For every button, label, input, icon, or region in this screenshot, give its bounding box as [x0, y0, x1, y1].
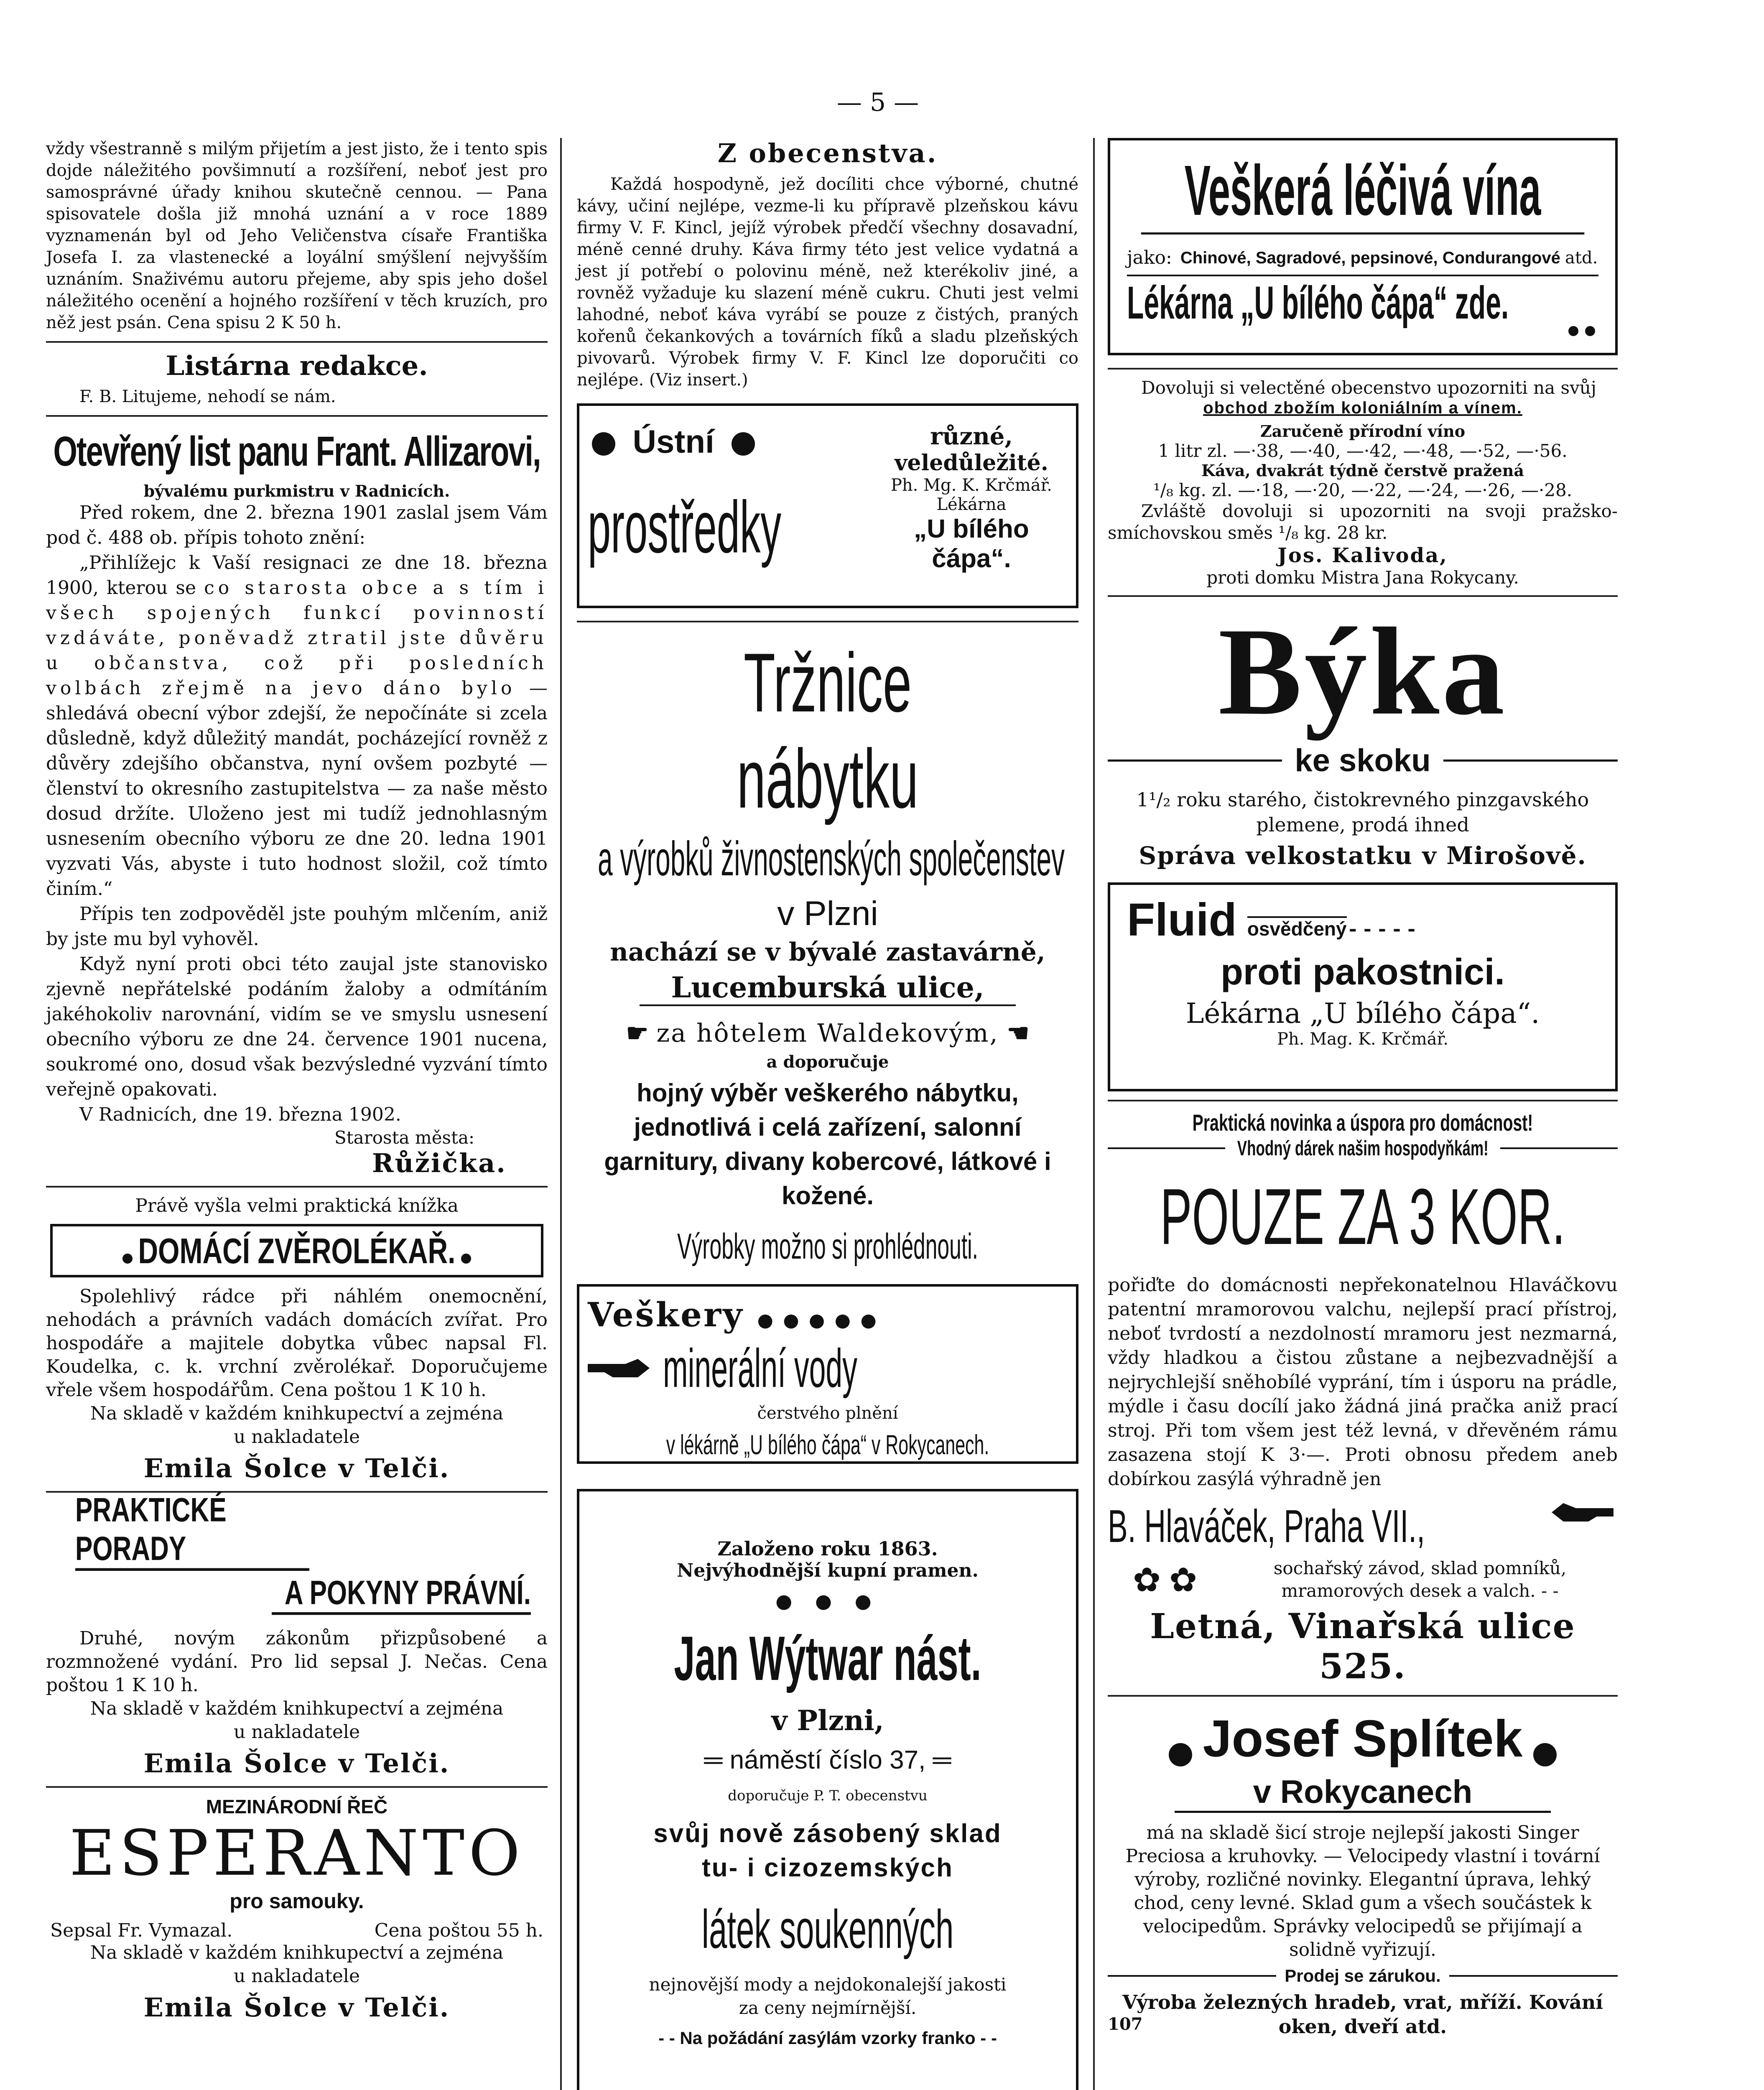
- ad-wine-pharmacy-row: [1127, 275, 1598, 329]
- ad-zverolekar-title: DOMÁCÍ ZVĚROLÉKAŘ.: [138, 1230, 456, 1271]
- ad-mineral-mid: [588, 1337, 1068, 1399]
- pointing-hand-icon: ☚: [1007, 1019, 1030, 1048]
- shop-address: proti domku Mistra Jana Rokycany.: [1206, 567, 1519, 588]
- ad-porady-stock: Na skladě v každém knihkupectví a zejména u nakladatele: [90, 1698, 504, 1743]
- ad-porady-title-1: PRAKTICKÉ PORADY: [75, 1491, 309, 1571]
- listarna-title: Listárna redakce.: [166, 350, 428, 382]
- ad-wine-box: [1108, 138, 1618, 355]
- column-2: [577, 138, 1078, 2090]
- ad-wytwar-stock: svůj nově zásobený sklad tu- i cizozemských: [653, 1819, 1002, 1882]
- bullet-icon: [1585, 326, 1595, 336]
- ad-mineral-heading: [588, 1295, 1068, 1334]
- divider-line: [1108, 1147, 1225, 1149]
- ad-byk-title: Býka: [1218, 602, 1507, 741]
- flower-icon: ✿: [1133, 1560, 1161, 1599]
- pointing-hand-icon: [1551, 1500, 1614, 1525]
- letter-p2-spaced: co starosta obce a s tím i všech spojených funkcí povinností vzdáváte, poněvadž ztratil jste důvěru u občanstva, což při posledních volbách zřejmě na jevo dáno bylo: [46, 577, 548, 699]
- publisher-name-1: Emila Šolce v Telči.: [143, 1453, 450, 1483]
- ad-fluid-pharmacist: Ph. Mag. K. Krčmář.: [1277, 1030, 1448, 1049]
- ad-byk-seller: Správa velkostatku v Mirošově.: [1139, 841, 1587, 870]
- ad-wytwar-fashion: nejnovější mody a nejdokonalejší jakosti za ceny nejmírnější.: [649, 1974, 1007, 2018]
- open-letter-title: Otevřený list panu Frant. Allizarovi,: [53, 428, 540, 475]
- ad-wytwar-name: Jan Wýtwar nást.: [674, 1623, 981, 1693]
- ad-valcha-line1: Praktická novinka a úspora pro domácnost!: [1192, 1109, 1533, 1136]
- ad-fluid-proven: osvědčený: [1247, 916, 1347, 940]
- ad-esperanto-subtitle: pro samouky.: [229, 1889, 364, 1913]
- ad-ustni-heading: [592, 423, 755, 461]
- ad-trznice-recommends: a doporučuje: [766, 1052, 889, 1072]
- ad-porady-text: Druhé, novým zákonům přizpůsobené a rozmnožené vydání. Pro lid sepsal J. Nečas. Cena poštou 1 K 10 h.: [46, 1628, 548, 1696]
- bullet-icon: [732, 432, 755, 456]
- ad-trznice-hotel: za hôtelem Waldekovým,: [656, 1019, 999, 1048]
- ad-valcha-firm-desc: sochařský závod, sklad pomníků, mramorových desek a valch. - -: [1273, 1558, 1567, 1601]
- ad-wytwar-source: Nejvýhodnější kupní pramen.: [677, 1560, 979, 1581]
- ad-zverolekar-intro: Právě vyšla velmi praktická knížka: [135, 1195, 459, 1216]
- ad-splitek-guarantee-row: [1108, 1966, 1618, 1986]
- ad-wine-jako: jako:: [1127, 247, 1172, 268]
- shop-note: Zvláště dovoluji si upozorniti na svoji pražsko-smíchovskou směs ¹/₈ kg. 28 kr.: [1108, 501, 1618, 543]
- shop-coffee: Káva, dvakrát týdně čerstvě pražená: [1201, 461, 1524, 480]
- ad-fluid-against: proti pakostnici.: [1221, 951, 1505, 992]
- divider: [46, 1786, 548, 1788]
- ad-esperanto-author: Sepsal Fr. Vymazal.: [50, 1920, 233, 1941]
- ad-fluid-box: [1108, 882, 1618, 1091]
- letter-paragraph-2: [46, 551, 548, 902]
- ad-trznice-selection: hojný výběr veškerého nábytku, jednotlivá i celá zařízení, salonní garnitury, divany kobercové, látkové i kožené.: [604, 1079, 1051, 1210]
- ad-wytwar-fabric: látek soukenných: [701, 1899, 954, 1960]
- ad-trznice-subtitle: a výrobků živnostenských společenstev: [598, 831, 1065, 886]
- pointing-hand-icon: [588, 1356, 650, 1381]
- ad-zverolekar-stock: Na skladě v každém knihkupectví a zejména u nakladatele: [90, 1403, 504, 1448]
- ad-wine-kinds: [1180, 247, 1598, 269]
- ad-trznice-location: nachází se v bývalé zastavárně,: [610, 938, 1045, 967]
- ad-wine-kinds-text: Chinové, Sagradové, pepsinové, Condurangové: [1180, 249, 1560, 267]
- ad-trznice-street: Lucemburská ulice,: [640, 971, 1016, 1006]
- divider: [1108, 1695, 1618, 1697]
- page-number: — 5 —: [836, 88, 919, 117]
- ad-byk-sub-row: [1108, 742, 1618, 779]
- shop-wine-prices: 1 litr zl. —·38, —·40, —·42, —·48, —·52, —·56.: [1158, 441, 1568, 461]
- letter-p2-start: „Přihlížejc k Vaší resignaci ze dne 18. března 1900, kterou se: [46, 552, 548, 599]
- ad-byk-text: 1¹/₂ roku starého, čistokrevného pinzgavského plemene, prodá ihned: [1136, 788, 1589, 836]
- ad-wine-bullets: [1565, 326, 1598, 336]
- ad-valcha-firm-row: [1108, 1500, 1618, 1553]
- ad-fluid-dashes: - - - - -: [1348, 918, 1416, 940]
- ad-mineral-fresh: čerstvého plnění: [757, 1404, 898, 1423]
- ad-mineral-pharmacy: v lékárně „U bílého čápa“ v Rokycanech.: [666, 1429, 989, 1460]
- letter-p2-end: — shledává obecní výbor zdejší, že nepočínáte si zcela důsledně, když důležitý mandát, pocházející rovněž z důvěry zdejšího občanstva, nyní ovšem pozbyté — členství to okresního zastupitelstva — za naše město dosud držíte. Uloženo jest mi tudíž jednohlasným usnesením obecního výboru ze dne 20. ledna 1901 vyzvati Vás, abyste i tuto hodnost složil, což tímto činím.“: [46, 678, 548, 900]
- ad-ustni-word: Ústní: [632, 423, 714, 460]
- ad-trznice-inspect: Výrobky možno si prohlédnouti.: [677, 1226, 978, 1267]
- ad-mineral-dots: ● ● ● ● ●: [757, 1310, 878, 1331]
- ad-splitek-heading: [1108, 1709, 1618, 1769]
- ad-valcha-text: pořiďte do domácnosti nepřekonatelnou Hlaváčkovu patentní mramorovou valchu, nejlepší prací přístroj, neboť tvrdostí a nezdolností mramoru jest nezmarná, vždy hladkou a čistou zůstane a nejbezvadnější a nejrychlejší sněhobílé vyprání, tím i úsporu na prádle, mýdle i času docílí jako žádná jiná pračka aniž prací stroj. Při tom všem jest též levná, v dřevěném rámu zasazena stojí K 3·—. Proti obnosu předem aneb dobírkou zasýlá výhradně jen: [1108, 1274, 1618, 1490]
- column-3: [1108, 138, 1618, 2038]
- book-review-text: vždy všestranně s milým přijetím a jest jisto, že i tento spis dojde náležitého povšimnutí a rozšíření, neboť jest pro samosprávné úřady knihou skutečně cennou. — Pana spisovatele došla již mnohá uznání a v roce 1889 vyznamenán byl od Jeho Veličenstva císaře Františka Josefa I. za vlastenecké a loyální smýšlení nejvyšším uznáním. Snaživému autoru přejeme, aby spis jeho došel náležitého ocenění a hojného rozšíření v těch kruzích, pro něž jest psán. Cena spisu 2 K 50 h.: [46, 139, 548, 332]
- divider: [1108, 595, 1618, 597]
- ad-wytwar-city: v Plzni,: [771, 1704, 884, 1737]
- ad-wytwar-box: [577, 1489, 1078, 2090]
- ad-valcha-line2: Vhodný dárek našim hospodyňkám!: [1237, 1137, 1489, 1160]
- column-1: [46, 138, 548, 2027]
- ad-wytwar-founded: Založeno roku 1863.: [717, 1537, 938, 1560]
- ad-esperanto-title: ESPERANTO: [69, 1817, 525, 1890]
- ad-wytwar-recommends: doporučuje P. T. obecenstvu: [728, 1787, 928, 1804]
- listarna-text: F. B. Litujeme, nehodí se nám.: [79, 387, 336, 406]
- ad-ustni-pharm: Ph. Mg. K. Krčmář.: [890, 476, 1053, 495]
- ad-fluid-pharmacy: Lékárna „U bílého čápa“.: [1185, 997, 1540, 1030]
- ad-wytwar-samples: - - Na požádání zasýlám vzorky franko - -: [658, 2028, 997, 2048]
- bullet-icon: [592, 432, 615, 456]
- bullet-icon: [122, 1254, 133, 1264]
- ad-esperanto-stock: Na skladě v každém knihkupectví a zejména u nakladatele: [90, 1942, 504, 1987]
- shop-owner: Jos. Kalivoda,: [1277, 544, 1448, 567]
- ad-esperanto-author-row: [46, 1920, 548, 1941]
- ad-valcha-desc-row: [1108, 1557, 1618, 1602]
- ad-trznice-hotel-row: [577, 1019, 1078, 1048]
- ad-ustni-box: [577, 403, 1078, 608]
- bullet-icon: [1169, 1743, 1192, 1766]
- open-letter-subtitle: bývalému purkmistru v Radnicích.: [143, 482, 450, 500]
- bullet-icon: [1533, 1743, 1557, 1766]
- ad-ustni-ruzne: různé,: [930, 423, 1013, 450]
- shop-wine: Zaručeně přírodní víno: [1260, 422, 1466, 441]
- ad-esperanto-price: Cena poštou 55 h.: [374, 1920, 543, 1941]
- ad-wytwar-square: [592, 1745, 1063, 1775]
- letter-paragraph-1: Před rokem, dne 2. března 1901 zaslal jsem Vám pod č. 488 ob. přípis tohoto znění:: [46, 502, 548, 548]
- ad-wine-title: Veškerá léčivá vína: [1141, 149, 1584, 234]
- ad-valcha-address: Letná, Vinařská ulice 525.: [1150, 1606, 1575, 1687]
- ad-ustni-veledulezite: veledůležité.: [895, 450, 1048, 476]
- ad-zverolekar-title-box: [50, 1224, 543, 1277]
- ad-mineral-box: [577, 1284, 1078, 1464]
- pointing-hand-icon: ☛: [626, 1019, 649, 1048]
- ad-ustni-right: [879, 423, 1063, 573]
- publisher-name-2: Emila Šolce v Telči.: [143, 1748, 450, 1779]
- ad-valcha-price: POUZE ZA 3 KOR.: [1160, 1172, 1565, 1261]
- letter-place-date: V Radnicích, dne 19. března 1902.: [79, 1104, 401, 1125]
- column-divider-left: [560, 138, 562, 2090]
- letter-paragraph-4: Když nyní proti obci této zaujal jste stanovisko zjevně nepřátelské podáním žaloby a odmítáním jakéhokoliv narovnání, vidím se ve smyslu usnesení obecního výboru ze dne 24. července 1901 nucena, soukromé ono, dosud však bezvýsledné vyzvání tímto veřejně opakovati.: [46, 953, 548, 1100]
- ad-wine-kinds-row: [1127, 247, 1598, 269]
- ad-prostredky: prostředky: [588, 486, 782, 568]
- divider-line: [1449, 1975, 1618, 1977]
- divider: [46, 1186, 548, 1188]
- ad-splitek-name: Josef Splítek: [1203, 1710, 1523, 1768]
- shop-name: obchod zbožím koloniálním a vínem.: [1203, 399, 1522, 417]
- ad-zverolekar-text: Spolehlivý rádce při náhlém onemocnění, nehodách a právních vadách domácích zvířat. Pro hospodáře a majitele dobytka vůbec napsal Fl. Koudelka, c. k. vrchní zvěrolékař. Doporučujeme vřele všem hospodářům. Cena poštou 1 K 10 h.: [46, 1286, 548, 1401]
- divider: [46, 341, 548, 343]
- divider-line: [1443, 760, 1618, 762]
- ad-wine-atd: atd.: [1565, 248, 1598, 268]
- divider-line: [1500, 1147, 1618, 1149]
- shop-intro: Dovoluji si velectěné obecenstvo upozorniti na svůj: [1141, 377, 1596, 398]
- double-line-icon: ═: [933, 1746, 951, 1774]
- bullet-icon: [1568, 326, 1578, 336]
- ad-ustni-capa: „U bílého čápa“.: [914, 515, 1029, 573]
- coffee-text: Každá hospodyně, jež docíliti chce výborné, chutné kávy, učiní nejlépe, vezme-li ku přípravě plzeňskou kávu firmy V. F. Kincl, jejíž výrobek předčí všechny dosavadní, méně cenné druhy. Káva firmy této jest velice vydatná a jest jí potřebí o polovinu méně, než kterékoliv jiné, a rovněž vyžaduje ku slazení méně cukru. Chuti jest velmi lahodné, neboť káva vyrábí se pouze z čistých, praných kořenů čekankových a továrních fíků a sladu plzeňských pivovarů. Výrobek firmy V. F. Kincl lze doporučiti co nejlépe. (Viz insert.): [577, 175, 1078, 390]
- ad-splitek-guarantee: Prodej se zárukou.: [1285, 1966, 1441, 1986]
- divider: [46, 415, 548, 417]
- ad-porady-title-2: A POKYNY PRÁVNÍ.: [272, 1574, 531, 1615]
- bullet-icon: [461, 1254, 471, 1264]
- shop-coffee-prices: ¹/₈ kg. zl. —·18, —·20, —·22, —·24, —·26, —·28.: [1153, 480, 1573, 500]
- publisher-name-3: Emila Šolce v Telči.: [143, 1992, 450, 2023]
- letter-role: Starosta města:: [334, 1127, 475, 1148]
- ad-valcha-line2-row: [1108, 1136, 1618, 1160]
- ad-splitek-number: 107: [1108, 2014, 1143, 2034]
- ad-esperanto-kicker: MEZINÁRODNÍ ŘEČ: [206, 1796, 388, 1817]
- letter-signature: Růžička.: [372, 1148, 507, 1178]
- ad-wine-pharmacy: Lékárna „U bílého čápa“ zde.: [1127, 277, 1509, 329]
- divider: [1108, 1100, 1618, 1101]
- ad-byk-subtitle: ke skoku: [1295, 743, 1431, 778]
- ad-splitek-text: má na skladě šicí stroje nejlepší jakosti Singer Preciosa a kruhovky. — Velocipedy vlastní i tovární výroby, rozličné novinky. Elegantní úprava, lehký chod, ceny levné. Sklad gum a všech součástek k velocipedům. Správky velocipedů se přijímají a solidně vyřizují.: [1125, 1822, 1600, 1960]
- ad-ustni-lekarna: Lékárna: [936, 495, 1007, 514]
- ad-valcha-firm: B. Hlaváček, Praha VII.,: [1108, 1501, 1425, 1552]
- divider-line: [1108, 1975, 1276, 1977]
- ad-fluid-heading: [1127, 893, 1598, 946]
- ad-mineral-big: minerální vody: [663, 1338, 857, 1399]
- divider-line: [1108, 760, 1282, 762]
- column-divider-right: [1093, 138, 1095, 2090]
- ad-splitek-production: Výroba železných hradeb, vrat, mříží. Kování oken, dveří atd.: [1122, 1991, 1603, 2038]
- divider: [577, 621, 1078, 622]
- ad-splitek-city: v Rokycanech: [1175, 1773, 1551, 1813]
- ad-mineral-title: Veškery: [588, 1295, 744, 1334]
- flower-icon: ✿: [1169, 1560, 1198, 1599]
- ad-wytwar-square-text: náměstí číslo 37,: [729, 1746, 926, 1774]
- ad-wytwar-dots: ● ● ●: [775, 1590, 880, 1612]
- ad-trznice-title: Tržnice nábytku: [737, 636, 919, 826]
- ad-trznice-city: v Plzni: [777, 895, 878, 933]
- double-line-icon: ═: [704, 1746, 723, 1774]
- letter-paragraph-3: Přípis ten zodpověděl jste pouhým mlčením, aniž by jste mu byl vyhověl.: [46, 903, 548, 950]
- divider: [1108, 368, 1618, 370]
- section-title-obecenstva: Z obecenstva.: [717, 138, 938, 168]
- ad-fluid-title: Fluid: [1127, 894, 1237, 946]
